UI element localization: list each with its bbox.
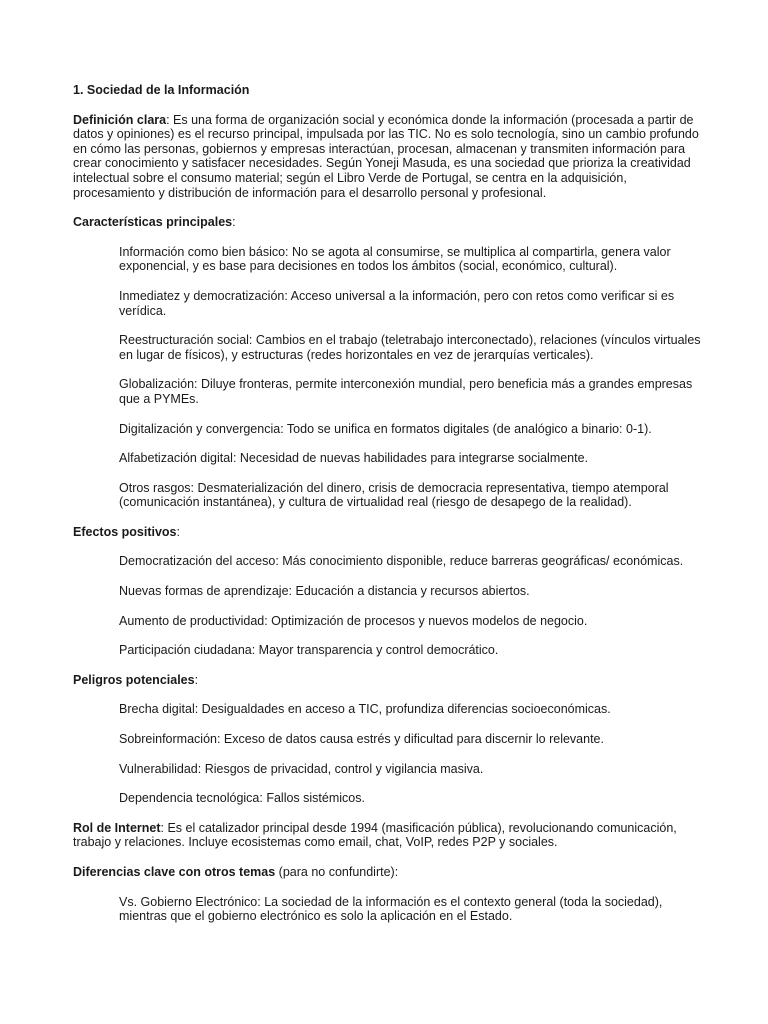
list-item: Brecha digital: Desigualdades en acceso a TIC, profundiza diferencias socioeconómicas. — [119, 702, 611, 717]
effects-list — [73, 554, 703, 657]
list-item: Nuevas formas de aprendizaje: Educación a distancia y recursos abiertos. — [119, 584, 530, 599]
characteristics-heading — [73, 215, 703, 230]
list-item: Democratización del acceso: Más conocimiento disponible, reduce barreras geográficas/ económicas. — [119, 554, 684, 569]
list-item: Digitalización y convergencia: Todo se unifica en formatos digitales (de analógico a binario: 0-1). — [119, 421, 652, 436]
effects-suffix: : — [176, 524, 180, 539]
internet-text: : Es el catalizador principal desde 1994 (masificación pública), revolucionando comunicación, trabajo y relaciones. Incluye ecosistemas como email, chat, VoIP, redes P2P y sociales. — [73, 820, 677, 850]
list-item: Sobreinformación: Exceso de datos causa estrés y dificultad para discernir lo relevante. — [119, 732, 604, 747]
differences-label: Diferencias clave con otros temas — [73, 865, 276, 879]
differences-list — [73, 895, 703, 924]
list-item: Información como bien básico: No se agota al consumirse, se multiplica al compartirla, genera valor exponencial, y es base para decisiones en todos los ámbitos (social, económico, cultural). — [119, 244, 671, 274]
characteristics-label: Características principales — [73, 215, 233, 230]
definition-text: : Es una forma de organización social y económica donde la información (procesada a partir de datos y opiniones) es el recurso principal, impulsada por las TIC. No es solo tecnología, sino un cambio profundo en cómo las personas, gobiernos y empresas interactúan, procesan, almacenan y transmiten información para crear conocimiento y satisfacer necesidades. Según Yoneji Masuda, es una sociedad que prioriza la creatividad intelectual sobre el consumo material; según el Libro Verde de Portugal, se centra en la adquisición, procesamiento y distribución de información para el desarrollo personal y profesional. — [73, 112, 699, 200]
definition-label: Definición clara — [73, 112, 167, 127]
list-item: Vulnerabilidad: Riesgos de privacidad, control y vigilancia masiva. — [119, 761, 484, 776]
list-item: Participación ciudadana: Mayor transparencia y control democrático. — [119, 643, 499, 658]
document-title: 1. Sociedad de la Información — [73, 83, 250, 97]
effects-heading — [73, 525, 703, 540]
dangers-suffix: : — [194, 672, 199, 687]
list-item: Aumento de productividad: Optimización de procesos y nuevos modelos de negocio. — [119, 613, 588, 628]
differences-heading — [73, 865, 703, 880]
list-item: Alfabetización digital: Necesidad de nuevas habilidades para integrarse socialmente. — [119, 451, 589, 466]
internet-paragraph — [73, 821, 703, 850]
document-page — [73, 83, 703, 939]
characteristics-suffix: : — [232, 215, 236, 230]
list-item: Reestructuración social: Cambios en el trabajo (teletrabajo interconectado), relaciones (vínculos virtuales en lugar de físicos), y estructuras (redes horizontales en vez de jerarquías verticales). — [119, 333, 701, 362]
definition-paragraph — [73, 113, 703, 201]
list-item: Otros rasgos: Desmaterialización del dinero, crisis de democracia representativa, tiempo atemporal (comunicación instantánea), y cultura de virtualidad real (riesgo de desapego de la realidad). — [119, 480, 669, 510]
dangers-list — [73, 702, 703, 805]
characteristics-list — [73, 245, 703, 510]
list-item: Inmediatez y democratización: Acceso universal a la información, pero con retos como verificar si es verídica. — [119, 288, 675, 318]
internet-label: Rol de Internet — [73, 820, 161, 835]
list-item: Vs. Gobierno Electrónico: La sociedad de la información es el contexto general (toda la sociedad), mientras que el gobierno electrónico es solo la aplicación en el Estado. — [119, 894, 663, 924]
list-item: Dependencia tecnológica: Fallos sistémicos. — [119, 791, 365, 806]
dangers-label: Peligros potenciales — [73, 672, 195, 687]
effects-label: Efectos positivos — [73, 524, 177, 539]
dangers-heading — [73, 673, 703, 688]
differences-suffix: (para no confundirte): — [275, 865, 399, 879]
list-item: Globalización: Diluye fronteras, permite interconexión mundial, pero beneficia más a grandes empresas que a PYMEs. — [119, 377, 693, 406]
